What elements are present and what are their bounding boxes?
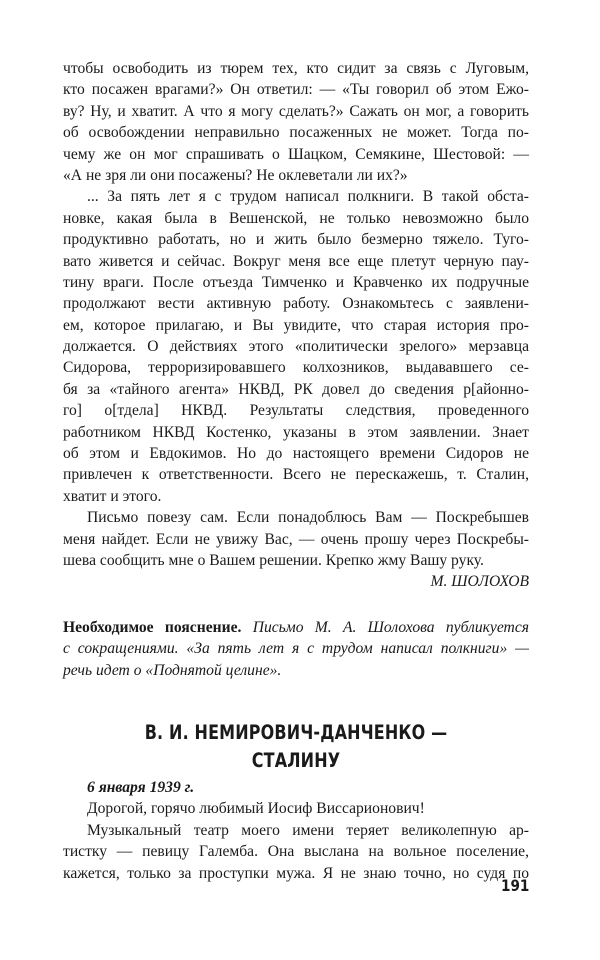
text-line: «А не зря ли они посажены? Не оклеветали ли их?»: [63, 166, 408, 184]
text-line: Письмо повезу сам. Если понадоблюсь Вам — Поскребышев: [87, 509, 529, 527]
salutation-paragraph: [63, 798, 529, 819]
text-line: кажется, только за проступки мужа. Я не знаю точно, но судя по: [63, 864, 529, 882]
text-line: кто посажен врагами?» Он ответил: — «Ты говорил об этом Ежо-: [63, 81, 529, 99]
text-line: шева сообщить мне о Вашем решении. Крепко жму Вашу руку.: [63, 551, 484, 569]
page-number: 191: [500, 876, 529, 895]
note-text: Письмо М. А. Шолохова публикуется: [241, 618, 529, 636]
text-line: работником НКВД Костенко, указаны в этом заявлении. Знает: [63, 423, 529, 441]
text-line: привлечен к ответственности. Всего не перескажешь, т. Сталин,: [63, 466, 529, 484]
text-line: хватит и этого.: [63, 487, 162, 505]
letter-paragraph-3: [63, 507, 529, 571]
signature: М. ШОЛОХОВ: [430, 573, 529, 591]
text-line: вато живется и сейчас. Вокруг меня все еще плетут черную пау-: [63, 252, 529, 270]
text-line: тистку — певицу Галемба. Она выслана на вольное поселение,: [63, 843, 529, 861]
text-line: ем, которое прилагаю, и Вы увидите, что старая история про-: [63, 316, 529, 334]
letter-paragraph-2: [63, 186, 529, 507]
note-text: с сокращениями. «За пять лет я с трудом написал полкниги» —: [63, 640, 529, 658]
salutation: Дорогой, горячо любимый Иосиф Виссарионович!: [87, 800, 425, 818]
text-line: ... За пять лет я с трудом написал полкниги. В такой обста-: [87, 188, 529, 206]
text-line: Сидорова, терроризировавшего колхозников, выдававшего се-: [63, 359, 529, 377]
note-text: речь идет о «Поднятой целине».: [63, 661, 282, 679]
editorial-note: [63, 617, 529, 681]
text-line: об освобождении неправильно посаженных не может. Тогда по-: [63, 124, 529, 142]
text-line: чему же он мог спрашивать о Шацком, Семякине, Шестовой: —: [63, 145, 529, 163]
text-line: меня найдет. Если не увижу Вас, — очень прошу через Поскребы-: [63, 530, 529, 548]
text-line: должается. О действиях этого «политически зрелого» мерзавца: [63, 338, 529, 356]
book-page: [63, 58, 529, 884]
letter-body: [63, 820, 529, 884]
text-line: новке, какая была в Вешенской, не только невозможно было: [63, 209, 529, 227]
text-line: Музыкальный театр моего имени теряет великолепную ар-: [87, 821, 529, 839]
text-line: продуктивно работать, но и жить было безмерно тяжело. Туго-: [63, 231, 529, 249]
text-line: бя за «тайного агента» НКВД, РК довел до сведения р[айонно-: [63, 380, 529, 398]
text-line: го] о[тдела] НКВД. Результаты следствия, проведенного: [63, 402, 529, 420]
section-heading: В. И. НЕМИРОВИЧ-ДАНЧЕНКО — СТАЛИНУ: [144, 720, 448, 772]
text-line: ву? Ну, и хватит. А что я могу сделать?» Сажать он мог, а говорить: [63, 102, 529, 120]
text-line: чтобы освободить из тюрем тех, кто сидит за связь с Луговым,: [63, 60, 529, 77]
text-line: продолжают вести активную работу. Ознакомьтесь с заявлени-: [63, 295, 529, 313]
letter-paragraph-1: [63, 58, 529, 186]
text-line: тину враги. После отъезда Тимченко и Кравченко их подручные: [63, 273, 529, 291]
letter-date: 6 января 1939 г.: [87, 778, 195, 796]
text-line: об этом и Евдокимов. Но до настоящего времени Сидоров не: [63, 445, 529, 463]
note-lead: Необходимое пояснение.: [63, 618, 242, 636]
